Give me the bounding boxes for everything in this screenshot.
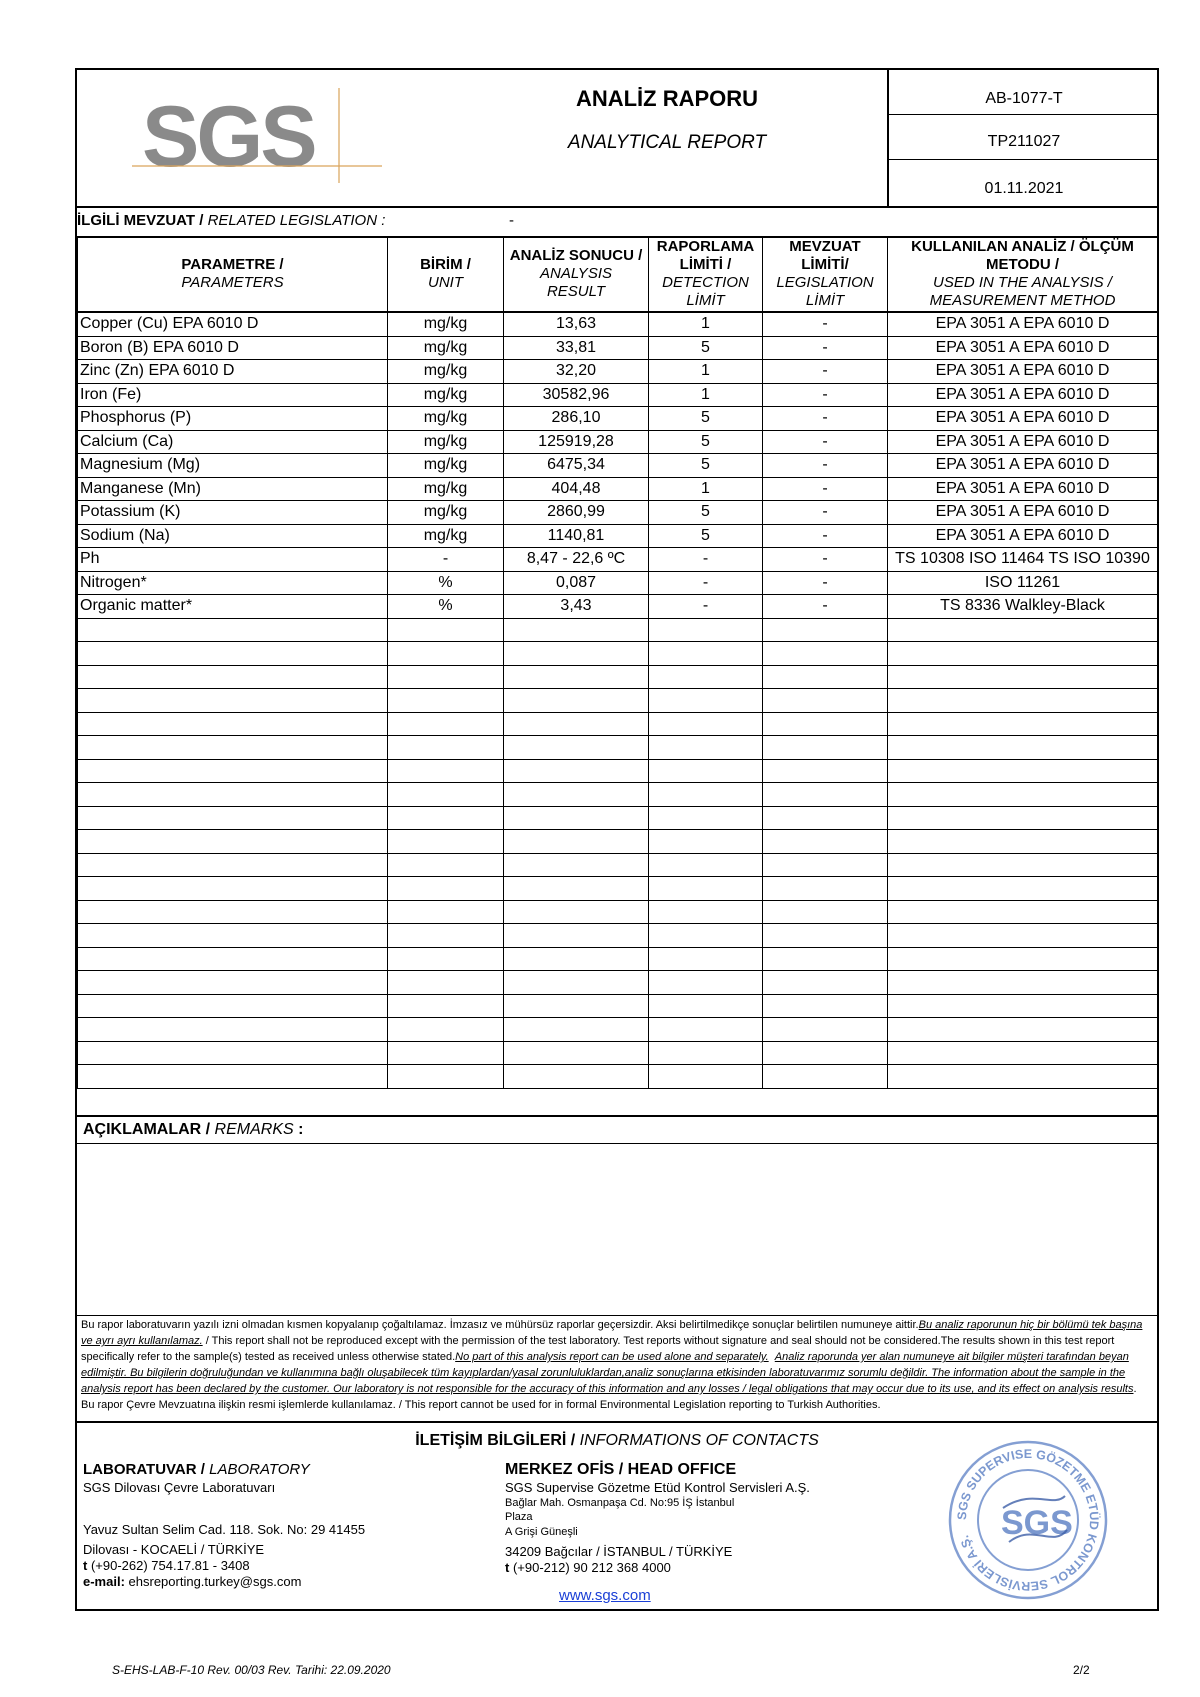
- empty-cell: [388, 900, 504, 924]
- empty-table-row: [78, 689, 1158, 713]
- office-address-1: Bağlar Mah. Osmanpaşa Cd. No:95 İŞ İstanbul: [505, 1497, 735, 1509]
- empty-table-row: [78, 994, 1158, 1018]
- office-address-3: A Grişi Güneşli: [505, 1526, 578, 1538]
- cell-unit: mg/kg: [388, 407, 504, 431]
- cell-unit: %: [388, 595, 504, 619]
- empty-cell: [388, 712, 504, 736]
- cell-unit: mg/kg: [388, 383, 504, 407]
- empty-cell: [888, 736, 1158, 760]
- cell-parameter: Boron (B) EPA 6010 D: [78, 336, 388, 360]
- empty-cell: [504, 830, 649, 854]
- empty-cell: [388, 1065, 504, 1089]
- cell-unit: mg/kg: [388, 477, 504, 501]
- cell-parameter: Copper (Cu) EPA 6010 D: [78, 312, 388, 336]
- cell-method: EPA 3051 A EPA 6010 D: [888, 360, 1158, 384]
- lab-email[interactable]: ehsreporting.turkey@sgs.com: [128, 1574, 302, 1589]
- empty-cell: [504, 665, 649, 689]
- empty-cell: [388, 618, 504, 642]
- empty-cell: [78, 689, 388, 713]
- col-header-result: ANALİZ SONUCU / ANALYSIS RESULT: [504, 237, 649, 313]
- cell-result: 13,63: [504, 312, 649, 336]
- empty-cell: [388, 759, 504, 783]
- empty-cell: [888, 642, 1158, 666]
- empty-cell: [888, 783, 1158, 807]
- cell-legislation-limit: -: [763, 312, 888, 336]
- cell-parameter: Phosphorus (P): [78, 407, 388, 431]
- cell-detection-limit: -: [649, 571, 763, 595]
- empty-cell: [888, 1018, 1158, 1042]
- legal-notice: [77, 1315, 1157, 1423]
- cell-unit: mg/kg: [388, 430, 504, 454]
- cell-detection-limit: 5: [649, 336, 763, 360]
- lab-label-tr: LABORATUVAR /: [83, 1461, 205, 1478]
- empty-table-row: [78, 1065, 1158, 1089]
- cell-result: 404,48: [504, 477, 649, 501]
- cell-legislation-limit: -: [763, 336, 888, 360]
- cell-result: 286,10: [504, 407, 649, 431]
- empty-cell: [763, 1018, 888, 1042]
- empty-cell: [78, 642, 388, 666]
- empty-cell: [763, 877, 888, 901]
- empty-cell: [78, 830, 388, 854]
- empty-table-row: [78, 947, 1158, 971]
- empty-cell: [888, 759, 1158, 783]
- empty-cell: [888, 877, 1158, 901]
- empty-cell: [78, 783, 388, 807]
- empty-cell: [649, 1065, 763, 1089]
- cell-result: 0,087: [504, 571, 649, 595]
- empty-cell: [763, 830, 888, 854]
- empty-cell: [388, 924, 504, 948]
- empty-cell: [388, 736, 504, 760]
- legislation-line: [77, 206, 1157, 238]
- cell-result: 33,81: [504, 336, 649, 360]
- empty-cell: [763, 947, 888, 971]
- table-row: [78, 571, 1158, 595]
- empty-cell: [649, 806, 763, 830]
- empty-cell: [78, 806, 388, 830]
- empty-cell: [78, 1065, 388, 1089]
- empty-cell: [504, 736, 649, 760]
- cell-method: EPA 3051 A EPA 6010 D: [888, 312, 1158, 336]
- cell-method: EPA 3051 A EPA 6010 D: [888, 524, 1158, 548]
- empty-cell: [888, 853, 1158, 877]
- svg-text:SGS: SGS: [1001, 1504, 1073, 1542]
- empty-table-row: [78, 971, 1158, 995]
- cell-legislation-limit: -: [763, 360, 888, 384]
- cell-legislation-limit: -: [763, 383, 888, 407]
- empty-cell: [504, 924, 649, 948]
- office-address-2: Plaza: [505, 1511, 533, 1523]
- empty-cell: [78, 947, 388, 971]
- cell-unit: mg/kg: [388, 312, 504, 336]
- cell-result: 125919,28: [504, 430, 649, 454]
- cell-method: EPA 3051 A EPA 6010 D: [888, 383, 1158, 407]
- empty-cell: [888, 1041, 1158, 1065]
- cell-parameter: Ph: [78, 548, 388, 572]
- empty-cell: [78, 736, 388, 760]
- cell-method: ISO 11261: [888, 571, 1158, 595]
- empty-cell: [78, 618, 388, 642]
- cell-method: TS 8336 Walkley-Black: [888, 595, 1158, 619]
- cell-legislation-limit: -: [763, 430, 888, 454]
- cell-detection-limit: 5: [649, 454, 763, 478]
- empty-cell: [888, 1065, 1158, 1089]
- cell-detection-limit: 5: [649, 407, 763, 431]
- col-header-detection-limit: RAPORLAMA LİMİTİ / DETECTION LİMİT: [649, 237, 763, 313]
- table-row: [78, 360, 1158, 384]
- cell-result: 32,20: [504, 360, 649, 384]
- lab-address-1: Yavuz Sultan Selim Cad. 118. Sok. No: 29 41455: [83, 1522, 366, 1537]
- notice-end: .: [1133, 1383, 1137, 1395]
- table-row: [78, 407, 1158, 431]
- empty-table-row: [78, 924, 1158, 948]
- empty-cell: [649, 877, 763, 901]
- empty-cell: [388, 806, 504, 830]
- empty-cell: [78, 971, 388, 995]
- table-row: [78, 383, 1158, 407]
- cell-method: EPA 3051 A EPA 6010 D: [888, 430, 1158, 454]
- empty-cell: [763, 642, 888, 666]
- cell-parameter: Potassium (K): [78, 501, 388, 525]
- empty-cell: [78, 994, 388, 1018]
- cell-legislation-limit: -: [763, 548, 888, 572]
- report-title-en: ANALYTICAL REPORT: [567, 132, 767, 153]
- cell-detection-limit: -: [649, 548, 763, 572]
- cell-result: 6475,34: [504, 454, 649, 478]
- office-label: MERKEZ OFİS / HEAD OFFICE: [505, 1461, 737, 1478]
- empty-cell: [504, 1065, 649, 1089]
- empty-cell: [888, 618, 1158, 642]
- notice-tr: Bu rapor laboratuvarın yazılı izni olmadan kısmen kopyalanıp çoğaltılamaz. İmzasız ve mühürsüz raporlar geçersizdir. Aksi belirtilmedikçe sonuçlar belirtilen numuneye aittir.: [81, 1319, 919, 1331]
- empty-table-row: [78, 783, 1158, 807]
- office-name: SGS Supervise Gözetme Etüd Kontrol Servisleri A.Ş.: [505, 1480, 810, 1495]
- empty-cell: [763, 1065, 888, 1089]
- cell-parameter: Sodium (Na): [78, 524, 388, 548]
- empty-cell: [763, 1041, 888, 1065]
- company-stamp: [943, 1438, 1113, 1603]
- empty-cell: [504, 994, 649, 1018]
- cell-unit: mg/kg: [388, 336, 504, 360]
- empty-cell: [888, 924, 1158, 948]
- empty-cell: [649, 1041, 763, 1065]
- cell-method: EPA 3051 A EPA 6010 D: [888, 407, 1158, 431]
- empty-cell: [649, 830, 763, 854]
- empty-cell: [78, 759, 388, 783]
- cell-detection-limit: -: [649, 595, 763, 619]
- cell-result: 3,43: [504, 595, 649, 619]
- cell-parameter: Nitrogen*: [78, 571, 388, 595]
- empty-cell: [763, 689, 888, 713]
- empty-cell: [888, 689, 1158, 713]
- cell-parameter: Calcium (Ca): [78, 430, 388, 454]
- empty-table-row: [78, 1041, 1158, 1065]
- empty-table-row: [78, 618, 1158, 642]
- svg-text:SGS: SGS: [142, 89, 315, 183]
- empty-cell: [763, 712, 888, 736]
- cell-detection-limit: 1: [649, 383, 763, 407]
- empty-cell: [388, 947, 504, 971]
- empty-cell: [649, 994, 763, 1018]
- cell-unit: mg/kg: [388, 360, 504, 384]
- table-row: [78, 336, 1158, 360]
- empty-cell: [649, 712, 763, 736]
- office-phone-label: t: [505, 1560, 510, 1575]
- cell-detection-limit: 1: [649, 477, 763, 501]
- notice-environment: Bu rapor Çevre Mevzuatına ilişkin resmi işlemlerde kullanılamaz. / This report cannot be used for in formal Environmental Legislation reporting to Turkish Authorities.: [81, 1399, 881, 1411]
- empty-cell: [649, 900, 763, 924]
- empty-cell: [763, 994, 888, 1018]
- cell-unit: %: [388, 571, 504, 595]
- empty-table-row: [78, 642, 1158, 666]
- empty-cell: [504, 971, 649, 995]
- empty-cell: [388, 853, 504, 877]
- empty-cell: [649, 689, 763, 713]
- table-row: [78, 454, 1158, 478]
- cell-legislation-limit: -: [763, 501, 888, 525]
- empty-cell: [763, 665, 888, 689]
- table-header-row: [78, 237, 1158, 313]
- lab-phone-label: t: [83, 1558, 88, 1573]
- cell-legislation-limit: -: [763, 454, 888, 478]
- cell-unit: mg/kg: [388, 454, 504, 478]
- cell-result: 30582,96: [504, 383, 649, 407]
- report-title-tr: ANALİZ RAPORU: [575, 86, 759, 111]
- empty-cell: [504, 689, 649, 713]
- empty-table-row: [78, 712, 1158, 736]
- empty-cell: [763, 806, 888, 830]
- remarks-section: [77, 1115, 1157, 1317]
- cell-result: 8,47 - 22,6 ºC: [504, 548, 649, 572]
- cell-parameter: Organic matter*: [78, 595, 388, 619]
- svg-text:SGS SUPERVISE GÖZETME ETÜD KON: SGS SUPERVISE GÖZETME ETÜD KONTROL SERVİSLERİ A.Ş.: [954, 1446, 1102, 1594]
- notice-declaration: Analiz raporunda yer alan numuneye ait bilgiler müşteri tarafından beyan edilmiştir. Bu bilgilerin doğruluğundan ve kullanımına bağlı oluşabilecek tüm kayıplardan/yasal zorunluluklardan,analiz sonuçlarına etkisinden laboratuvarımız sorumlu değildir. The information about the sample in the analysis report has been declared by the customer. Our laboratory is not responsible for the accuracy of this information and any losses / legal obligations that may occur due to its use, and its effect on analysis results: [81, 1351, 1134, 1395]
- lab-phone: (+90-262) 754.17.81 - 3408: [90, 1558, 250, 1573]
- cell-detection-limit: 1: [649, 312, 763, 336]
- cell-legislation-limit: -: [763, 524, 888, 548]
- empty-cell: [78, 853, 388, 877]
- empty-cell: [763, 900, 888, 924]
- cell-method: TS 10308 ISO 11464 TS ISO 10390: [888, 548, 1158, 572]
- empty-table-row: [78, 900, 1158, 924]
- empty-cell: [504, 712, 649, 736]
- empty-cell: [78, 665, 388, 689]
- empty-cell: [504, 618, 649, 642]
- notice-en: / This report shall not be reproduced except with the permission of the test laboratory. Test reports without signature and seal should not be considered.The results shown in this test report specifically refer to the sample(s) tested as received unless otherwise stated.: [81, 1335, 1115, 1363]
- empty-table-row: [78, 830, 1158, 854]
- cell-result: 2860,99: [504, 501, 649, 525]
- report-date: 01.11.2021: [984, 180, 1064, 197]
- empty-cell: [78, 900, 388, 924]
- empty-cell: [888, 665, 1158, 689]
- empty-table-row: [78, 736, 1158, 760]
- legislation-value: -: [509, 212, 514, 229]
- cell-parameter: Magnesium (Mg): [78, 454, 388, 478]
- lab-name: SGS Dilovası Çevre Laboratuvarı: [83, 1480, 276, 1495]
- empty-cell: [388, 971, 504, 995]
- empty-cell: [649, 853, 763, 877]
- office-address-4: 34209 Bağcılar / İSTANBUL / TÜRKİYE: [505, 1544, 733, 1559]
- cell-unit: mg/kg: [388, 524, 504, 548]
- empty-cell: [763, 971, 888, 995]
- cell-legislation-limit: -: [763, 571, 888, 595]
- contacts-title-en: INFORMATIONS OF CONTACTS: [579, 1432, 819, 1449]
- empty-table-row: [78, 806, 1158, 830]
- empty-cell: [504, 783, 649, 807]
- empty-cell: [388, 830, 504, 854]
- empty-cell: [888, 712, 1158, 736]
- empty-cell: [504, 759, 649, 783]
- empty-cell: [649, 665, 763, 689]
- empty-table-row: [78, 665, 1158, 689]
- contacts-title-tr: İLETİŞİM BİLGİLERİ /: [415, 1432, 576, 1449]
- empty-table-row: [78, 853, 1158, 877]
- table-row: [78, 524, 1158, 548]
- empty-cell: [78, 1041, 388, 1065]
- notice-en-underlined: No part of this analysis report can be used alone and separately.: [455, 1351, 769, 1363]
- empty-cell: [504, 1041, 649, 1065]
- empty-table-row: [78, 877, 1158, 901]
- empty-cell: [504, 947, 649, 971]
- empty-cell: [649, 736, 763, 760]
- empty-cell: [649, 618, 763, 642]
- empty-cell: [888, 994, 1158, 1018]
- remarks-label-en: REMARKS: [214, 1121, 294, 1138]
- empty-cell: [78, 1018, 388, 1042]
- head-office-contact: [505, 1460, 885, 1604]
- cell-legislation-limit: -: [763, 595, 888, 619]
- empty-cell: [763, 736, 888, 760]
- cell-method: EPA 3051 A EPA 6010 D: [888, 477, 1158, 501]
- remarks-header: [77, 1117, 1157, 1144]
- table-row: [78, 477, 1158, 501]
- empty-cell: [504, 877, 649, 901]
- form-code: S-EHS-LAB-F-10 Rev. 00/03 Rev. Tarihi: 22.09.2020: [112, 1663, 391, 1677]
- notice-tr-underlined: Bu analiz raporunun hiç bir bölümü tek başına ve ayrı ayrı kullanılamaz.: [81, 1319, 1143, 1347]
- col-header-unit: BİRİM / UNIT: [388, 237, 504, 313]
- cell-parameter: Iron (Fe): [78, 383, 388, 407]
- col-header-legislation-limit: MEVZUAT LİMİTİ/ LEGISLATION LİMİT: [763, 237, 888, 313]
- legislation-label-tr: İLGİLİ MEVZUAT /: [77, 212, 204, 229]
- empty-cell: [888, 971, 1158, 995]
- empty-cell: [763, 783, 888, 807]
- website-link[interactable]: www.sgs.com: [559, 1587, 651, 1604]
- lab-email-label: e-mail:: [83, 1574, 125, 1589]
- cell-detection-limit: 5: [649, 501, 763, 525]
- laboratory-contact: [83, 1460, 463, 1590]
- empty-cell: [649, 971, 763, 995]
- table-row: [78, 501, 1158, 525]
- cell-detection-limit: 5: [649, 524, 763, 548]
- empty-cell: [763, 853, 888, 877]
- table-row: [78, 430, 1158, 454]
- empty-cell: [649, 924, 763, 948]
- empty-cell: [504, 853, 649, 877]
- empty-cell: [388, 665, 504, 689]
- table-row: [78, 548, 1158, 572]
- empty-cell: [388, 994, 504, 1018]
- empty-cell: [504, 900, 649, 924]
- empty-cell: [388, 642, 504, 666]
- lab-address-2: Dilovası - KOCAELİ / TÜRKİYE: [83, 1542, 265, 1557]
- cell-parameter: Zinc (Zn) EPA 6010 D: [78, 360, 388, 384]
- empty-cell: [388, 783, 504, 807]
- empty-cell: [388, 1018, 504, 1042]
- empty-cell: [763, 924, 888, 948]
- cell-legislation-limit: -: [763, 407, 888, 431]
- cell-parameter: Manganese (Mn): [78, 477, 388, 501]
- legislation-label-en: RELATED LEGISLATION :: [207, 212, 386, 229]
- cell-legislation-limit: -: [763, 477, 888, 501]
- report-id-block: [887, 70, 1159, 206]
- cell-result: 1140,81: [504, 524, 649, 548]
- empty-cell: [78, 712, 388, 736]
- empty-cell: [888, 830, 1158, 854]
- empty-table-row: [78, 759, 1158, 783]
- empty-cell: [888, 947, 1158, 971]
- sample-number: TP211027: [889, 115, 1159, 160]
- remarks-colon: :: [298, 1121, 304, 1138]
- empty-cell: [888, 900, 1158, 924]
- empty-cell: [388, 1041, 504, 1065]
- report-header: [77, 70, 1157, 208]
- sgs-logo: [132, 88, 382, 183]
- cell-unit: mg/kg: [388, 501, 504, 525]
- cell-detection-limit: 5: [649, 430, 763, 454]
- office-phone: (+90-212) 90 212 368 4000: [512, 1560, 671, 1575]
- empty-cell: [763, 618, 888, 642]
- cell-method: EPA 3051 A EPA 6010 D: [888, 336, 1158, 360]
- empty-cell: [78, 924, 388, 948]
- report-number: AB-1077-T: [889, 70, 1159, 115]
- empty-cell: [649, 759, 763, 783]
- empty-cell: [504, 806, 649, 830]
- empty-cell: [504, 642, 649, 666]
- remarks-label-tr: AÇIKLAMALAR /: [83, 1121, 211, 1138]
- empty-cell: [649, 1018, 763, 1042]
- empty-table-row: [78, 1018, 1158, 1042]
- results-table: [77, 236, 1158, 1089]
- cell-unit: -: [388, 548, 504, 572]
- col-header-method: KULLANILAN ANALİZ / ÖLÇÜM METODU / USED IN THE ANALYSIS / MEASUREMENT METHOD: [888, 237, 1158, 313]
- col-header-parameter: PARAMETRE / PARAMETERS: [78, 237, 388, 313]
- empty-cell: [504, 1018, 649, 1042]
- empty-cell: [763, 759, 888, 783]
- table-row: [78, 312, 1158, 336]
- cell-method: EPA 3051 A EPA 6010 D: [888, 454, 1158, 478]
- cell-method: EPA 3051 A EPA 6010 D: [888, 501, 1158, 525]
- empty-cell: [78, 877, 388, 901]
- report-frame: [75, 68, 1159, 1611]
- lab-label-en: LABORATORY: [209, 1461, 310, 1478]
- page-number: 2/2: [1073, 1663, 1090, 1677]
- cell-detection-limit: 1: [649, 360, 763, 384]
- empty-cell: [649, 947, 763, 971]
- empty-cell: [649, 642, 763, 666]
- table-row: [78, 595, 1158, 619]
- empty-cell: [649, 783, 763, 807]
- empty-cell: [388, 877, 504, 901]
- empty-cell: [888, 806, 1158, 830]
- empty-cell: [388, 689, 504, 713]
